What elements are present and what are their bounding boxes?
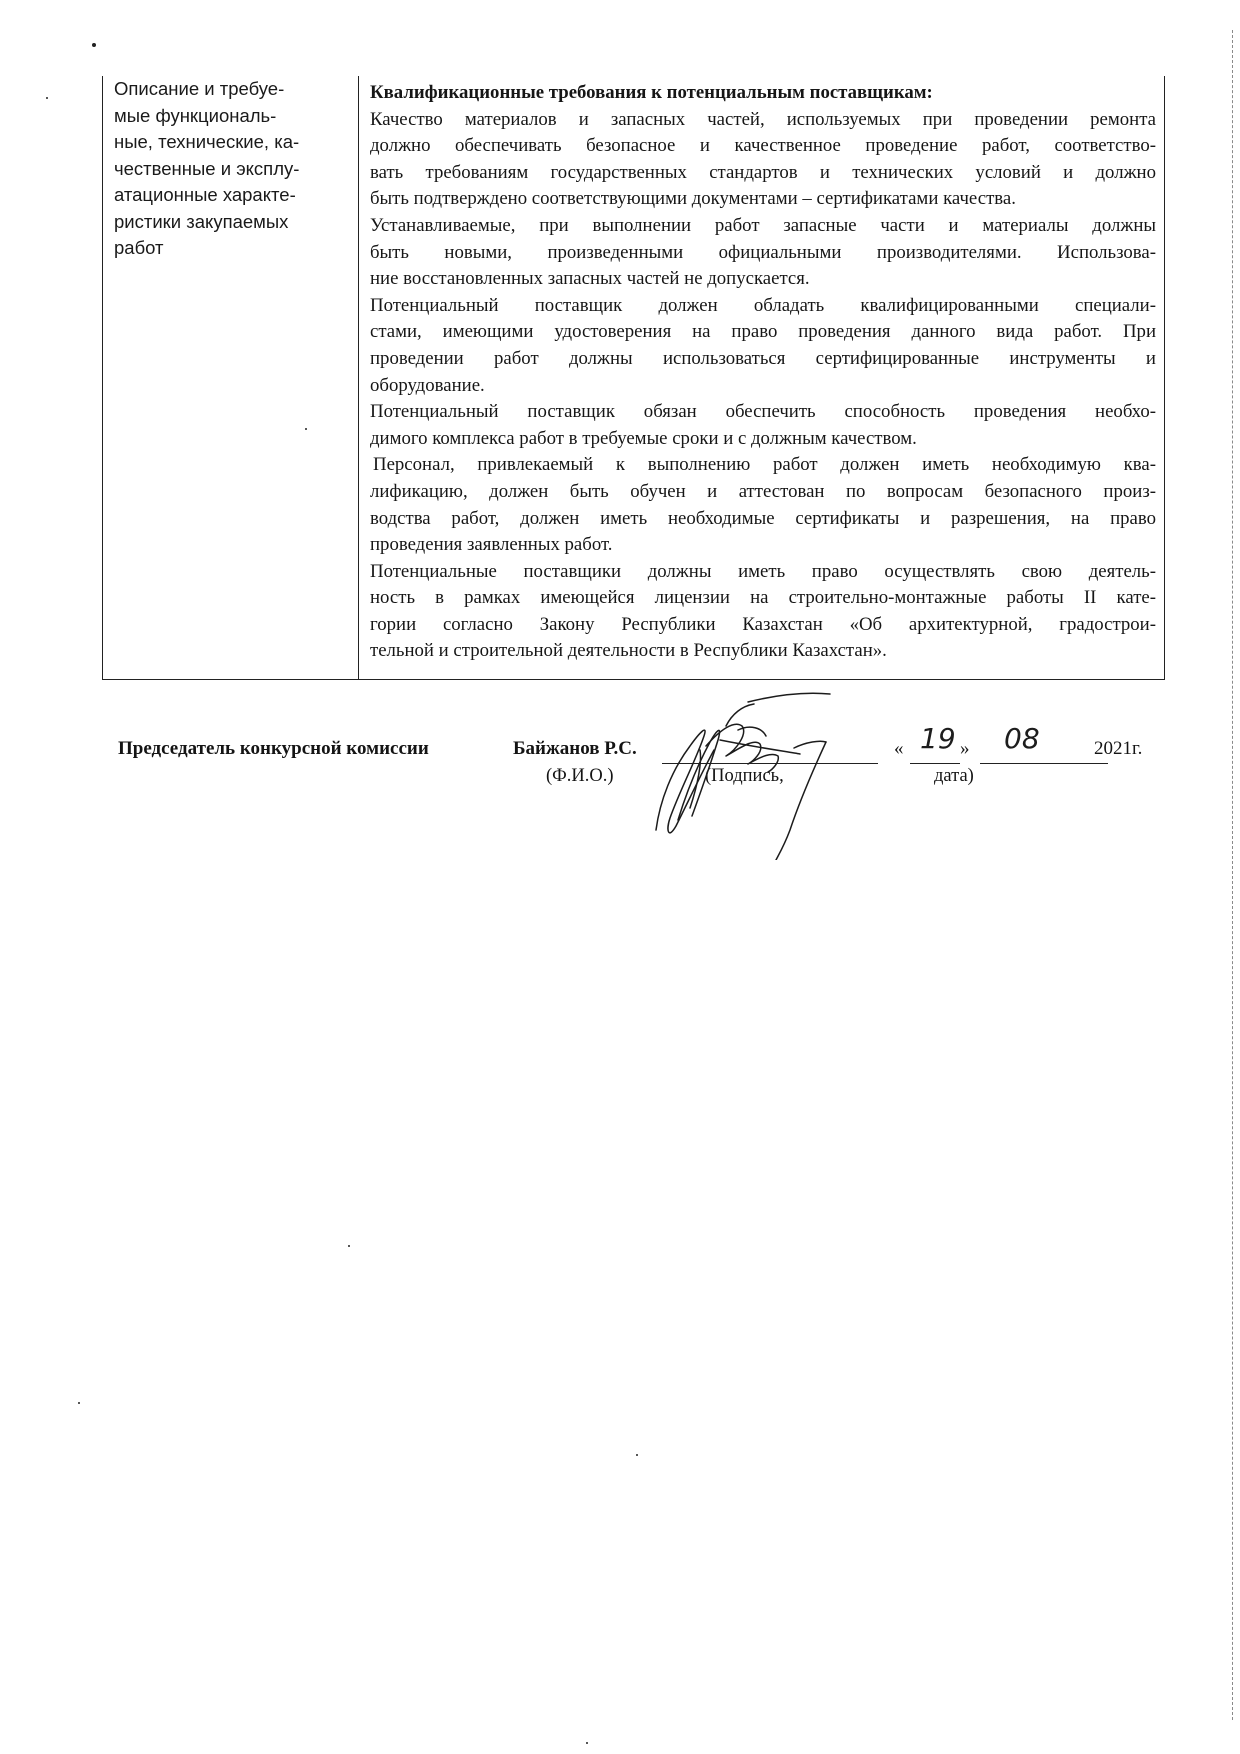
paragraph-line: стами, имеющими удостоверения на право проведения данного вида работ. При [370, 321, 1156, 343]
column-divider [358, 76, 359, 679]
row-label-line: атационные характе- [114, 184, 296, 205]
scan-speck [46, 97, 48, 99]
date-quote-close: » [960, 738, 970, 759]
paragraph-line: быть подтверждено соответствующими документами – сертификатами качества. [370, 188, 1016, 210]
chairman-name: Байжанов Р.С. [513, 738, 637, 759]
caption-signature: (Подпись, [705, 766, 784, 786]
handwritten-signature [630, 690, 930, 860]
date-day: 19 [920, 722, 956, 755]
paragraph-line: Качество материалов и запасных частей, используемых при проведении ремонта [370, 108, 1156, 130]
row-label-cell [114, 76, 354, 262]
paragraph-line: ность в рамках имеющейся лицензии на строительно-монтажные работы II кате- [370, 587, 1156, 609]
chairman-title: Председатель конкурсной комиссии [118, 738, 429, 759]
date-quote-open: « [894, 738, 904, 759]
paragraph-line: проведения заявленных работ. [370, 534, 613, 556]
row-label-line: ные, технические, ка- [114, 131, 300, 152]
paragraph-line: лификацию, должен быть обучен и аттестован по вопросам безопасного произ- [370, 480, 1156, 502]
row-label-line: ристики закупаемых [114, 210, 289, 232]
paragraph-line: димого комплекса работ в требуемые сроки и с должным качеством. [370, 427, 917, 449]
paragraph-line: тельной и строительной деятельности в Республики Казахстан». [370, 640, 887, 662]
paragraph-line: Потенциальные поставщики должны иметь право осуществлять свою деятель- [370, 560, 1156, 582]
row-label-line: чественные и эксплу- [114, 157, 300, 179]
paragraph-line: вать требованиям государственных стандартов и технических условий и должно [370, 161, 1156, 183]
paragraph-line: гории согласно Закону Республики Казахстан «Об архитектурной, градострои- [370, 613, 1156, 635]
paragraph-line: оборудование. [370, 374, 485, 396]
month-line [980, 763, 1108, 764]
date-year: 2021г. [1094, 738, 1143, 759]
scan-speck [348, 1245, 350, 1247]
row-label-line: Описание и требуе- [114, 78, 285, 99]
paragraph-line: Устанавливаемые, при выполнении работ запасные части и материалы должны [370, 214, 1156, 236]
paragraph-line: должно обеспечивать безопасное и качественное проведение работ, соответство- [370, 135, 1156, 157]
requirements-table [102, 76, 1165, 680]
paragraph-line: Потенциальный поставщик должен обладать квалифицированными специали- [370, 294, 1156, 316]
caption-date: дата) [934, 766, 974, 786]
row-label-line: работ [114, 237, 164, 258]
row-label-line: мые функциональ- [114, 104, 277, 126]
scan-edge-artifact [1232, 30, 1233, 1720]
paragraph-line: Персонал, привлекаемый к выполнению работ должен иметь необходимую ква- [373, 454, 1156, 476]
paragraph-line: Потенциальный поставщик обязан обеспечить способность проведения необхо- [370, 401, 1156, 423]
paragraph-line: быть новыми, произведенными официальными производителями. Использова- [370, 241, 1156, 263]
scan-speck [586, 1742, 588, 1744]
caption-fio: (Ф.И.О.) [546, 766, 614, 786]
scan-speck [92, 43, 96, 47]
scan-speck [636, 1454, 638, 1456]
paragraph-line: водства работ, должен иметь необходимые сертификаты и разрешения, на право [370, 507, 1156, 529]
paragraph-line: проведении работ должны использоваться сертифицированные инструменты и [370, 347, 1156, 369]
requirements-heading: Квалификационные требования к потенциальным поставщикам: [370, 82, 933, 103]
paragraph-line: ние восстановленных запасных частей не допускается. [370, 268, 810, 290]
scan-speck [78, 1402, 80, 1404]
date-month: 08 [1004, 722, 1040, 755]
requirements-text-cell [370, 80, 1156, 665]
